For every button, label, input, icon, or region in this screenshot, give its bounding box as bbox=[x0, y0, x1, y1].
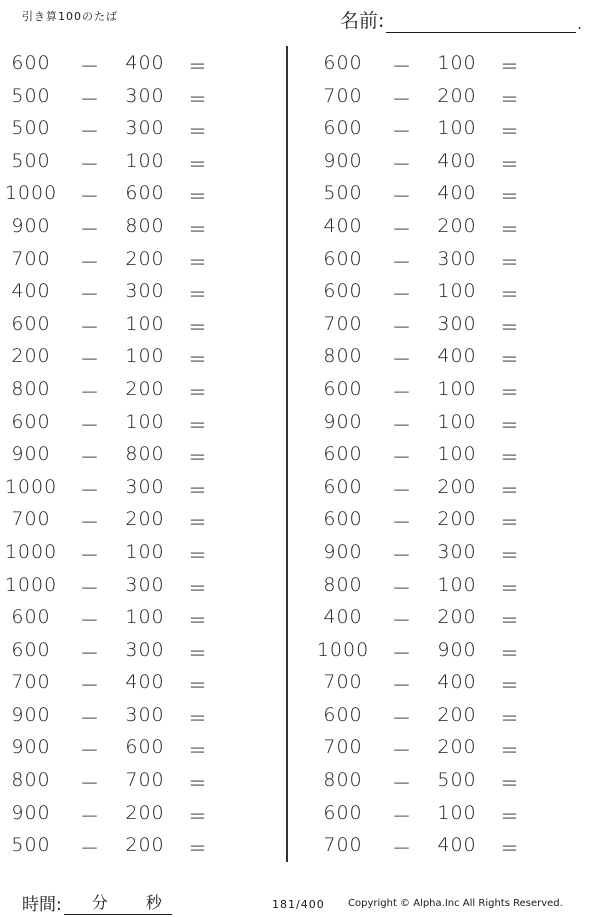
equals-sign: ＝ bbox=[500, 577, 521, 600]
time-label: 時間: bbox=[22, 895, 62, 915]
subtrahend: 200 bbox=[437, 736, 477, 759]
minuend: 1000 bbox=[4, 540, 58, 563]
problem-row bbox=[0, 407, 280, 440]
equals-sign: ＝ bbox=[500, 153, 521, 176]
equals-sign: ＝ bbox=[188, 251, 209, 274]
minus-sign: － bbox=[80, 349, 101, 372]
subtrahend: 400 bbox=[125, 52, 165, 74]
equals-sign: ＝ bbox=[500, 610, 521, 633]
minus-sign: － bbox=[80, 251, 101, 274]
subtrahend: 300 bbox=[125, 475, 165, 498]
minus-sign: － bbox=[392, 675, 413, 698]
subtrahend: 100 bbox=[125, 149, 165, 172]
problem-row bbox=[0, 276, 280, 309]
minuend: 800 bbox=[323, 573, 363, 596]
minutes-label: 分 bbox=[91, 893, 108, 912]
subtrahend: 400 bbox=[437, 671, 477, 694]
equals-sign: ＝ bbox=[500, 414, 521, 437]
equals-sign: ＝ bbox=[188, 675, 209, 698]
equals-sign: ＝ bbox=[188, 447, 209, 470]
minus-sign: － bbox=[80, 610, 101, 633]
subtrahend: 200 bbox=[437, 703, 477, 726]
minus-sign: － bbox=[392, 838, 413, 861]
subtrahend: 300 bbox=[125, 638, 165, 661]
minus-sign: － bbox=[392, 284, 413, 307]
minuend: 500 bbox=[323, 182, 363, 205]
minus-sign: － bbox=[80, 56, 101, 78]
problem-row bbox=[0, 48, 280, 81]
minuend: 600 bbox=[323, 247, 363, 270]
minus-sign: － bbox=[80, 773, 101, 796]
minus-sign: － bbox=[392, 544, 413, 567]
subtrahend: 200 bbox=[437, 475, 477, 498]
minuend: 500 bbox=[11, 117, 51, 140]
equals-sign: ＝ bbox=[188, 577, 209, 600]
problem-row bbox=[0, 472, 280, 505]
minuend: 700 bbox=[11, 247, 51, 270]
problem-column-right bbox=[312, 48, 592, 863]
minus-sign: － bbox=[80, 186, 101, 209]
equals-sign: ＝ bbox=[500, 56, 521, 78]
equals-sign: ＝ bbox=[188, 642, 209, 665]
minus-sign: － bbox=[392, 121, 413, 144]
minuend: 1000 bbox=[316, 638, 370, 661]
minuend: 900 bbox=[11, 801, 51, 824]
equals-sign: ＝ bbox=[188, 414, 209, 437]
subtrahend: 100 bbox=[125, 345, 165, 368]
subtrahend: 300 bbox=[437, 247, 477, 270]
name-label: 名前: bbox=[340, 10, 385, 32]
equals-sign: ＝ bbox=[500, 642, 521, 665]
problem-row bbox=[312, 48, 592, 81]
subtrahend: 300 bbox=[125, 573, 165, 596]
problem-row bbox=[0, 602, 280, 635]
subtrahend: 400 bbox=[125, 671, 165, 694]
minuend: 900 bbox=[323, 149, 363, 172]
equals-sign: ＝ bbox=[500, 805, 521, 828]
subtrahend: 300 bbox=[437, 540, 477, 563]
minus-sign: － bbox=[392, 740, 413, 763]
minus-sign: － bbox=[80, 707, 101, 730]
minuend: 1000 bbox=[4, 182, 58, 205]
minus-sign: － bbox=[392, 773, 413, 796]
minuend: 700 bbox=[11, 671, 51, 694]
equals-sign: ＝ bbox=[188, 284, 209, 307]
equals-sign: ＝ bbox=[188, 88, 209, 111]
minus-sign: － bbox=[392, 251, 413, 274]
problem-row bbox=[0, 309, 280, 342]
minuend: 700 bbox=[323, 671, 363, 694]
minus-sign: － bbox=[392, 805, 413, 828]
minus-sign: － bbox=[392, 577, 413, 600]
subtrahend: 300 bbox=[125, 117, 165, 140]
minus-sign: － bbox=[80, 544, 101, 567]
subtrahend: 200 bbox=[125, 508, 165, 531]
minuend: 700 bbox=[323, 834, 363, 857]
equals-sign: ＝ bbox=[188, 838, 209, 861]
minuend: 900 bbox=[323, 540, 363, 563]
minus-sign: － bbox=[80, 316, 101, 339]
minuend: 1000 bbox=[4, 475, 58, 498]
minus-sign: － bbox=[80, 740, 101, 763]
minus-sign: － bbox=[392, 88, 413, 111]
minus-sign: － bbox=[392, 479, 413, 502]
minus-sign: － bbox=[392, 218, 413, 241]
equals-sign: ＝ bbox=[500, 88, 521, 111]
subtrahend: 100 bbox=[437, 443, 477, 466]
name-dot: . bbox=[577, 17, 582, 33]
minus-sign: － bbox=[392, 414, 413, 437]
subtrahend: 300 bbox=[125, 280, 165, 303]
subtrahend: 200 bbox=[125, 247, 165, 270]
subtrahend: 400 bbox=[437, 834, 477, 857]
minus-sign: － bbox=[80, 675, 101, 698]
minuend: 400 bbox=[323, 214, 363, 237]
subtrahend: 100 bbox=[125, 410, 165, 433]
problem-row bbox=[0, 211, 280, 244]
problem-row bbox=[0, 178, 280, 211]
minuend: 600 bbox=[11, 606, 51, 629]
equals-sign: ＝ bbox=[500, 251, 521, 274]
minus-sign: － bbox=[392, 381, 413, 404]
subtrahend: 300 bbox=[125, 84, 165, 107]
equals-sign: ＝ bbox=[188, 56, 209, 78]
minuend: 700 bbox=[323, 736, 363, 759]
minuend: 700 bbox=[11, 508, 51, 531]
equals-sign: ＝ bbox=[188, 218, 209, 241]
problem-row bbox=[312, 667, 592, 700]
problem-row bbox=[0, 798, 280, 831]
subtrahend: 700 bbox=[125, 769, 165, 792]
minus-sign: － bbox=[80, 838, 101, 861]
problem-row bbox=[0, 537, 280, 570]
equals-sign: ＝ bbox=[500, 316, 521, 339]
minus-sign: － bbox=[392, 349, 413, 372]
name-field bbox=[340, 6, 582, 33]
minuend: 600 bbox=[323, 703, 363, 726]
minus-sign: － bbox=[392, 447, 413, 470]
subtrahend: 900 bbox=[437, 638, 477, 661]
seconds-label: 秒 bbox=[145, 893, 162, 912]
minuend: 600 bbox=[323, 801, 363, 824]
equals-sign: ＝ bbox=[188, 316, 209, 339]
problem-row bbox=[312, 635, 592, 668]
equals-sign: ＝ bbox=[188, 610, 209, 633]
minuend: 600 bbox=[323, 475, 363, 498]
problem-row bbox=[312, 146, 592, 179]
page-number: 181/400 bbox=[272, 898, 325, 911]
subtrahend: 200 bbox=[437, 84, 477, 107]
problem-row bbox=[0, 439, 280, 472]
equals-sign: ＝ bbox=[500, 773, 521, 796]
equals-sign: ＝ bbox=[500, 740, 521, 763]
minus-sign: － bbox=[80, 414, 101, 437]
equals-sign: ＝ bbox=[500, 284, 521, 307]
problem-row bbox=[0, 570, 280, 603]
problem-row bbox=[0, 504, 280, 537]
problem-row bbox=[0, 81, 280, 114]
minus-sign: － bbox=[392, 316, 413, 339]
problem-row bbox=[0, 765, 280, 798]
minuend: 900 bbox=[11, 214, 51, 237]
equals-sign: ＝ bbox=[500, 447, 521, 470]
problem-row bbox=[312, 700, 592, 733]
minuend: 500 bbox=[11, 834, 51, 857]
minuend: 700 bbox=[323, 312, 363, 335]
minus-sign: － bbox=[392, 186, 413, 209]
subtrahend: 100 bbox=[437, 117, 477, 140]
minus-sign: － bbox=[80, 88, 101, 111]
equals-sign: ＝ bbox=[500, 121, 521, 144]
problem-row bbox=[312, 276, 592, 309]
problem-row bbox=[312, 765, 592, 798]
problem-row bbox=[312, 309, 592, 342]
equals-sign: ＝ bbox=[188, 544, 209, 567]
problem-row bbox=[312, 830, 592, 863]
subtrahend: 100 bbox=[437, 52, 477, 74]
equals-sign: ＝ bbox=[188, 805, 209, 828]
minuend: 600 bbox=[11, 638, 51, 661]
minus-sign: － bbox=[80, 218, 101, 241]
equals-sign: ＝ bbox=[500, 349, 521, 372]
minuend: 500 bbox=[11, 149, 51, 172]
subtrahend: 100 bbox=[437, 573, 477, 596]
subtrahend: 200 bbox=[125, 801, 165, 824]
problem-row bbox=[0, 700, 280, 733]
subtrahend: 100 bbox=[125, 312, 165, 335]
minuend: 900 bbox=[11, 736, 51, 759]
minus-sign: － bbox=[80, 479, 101, 502]
minuend: 600 bbox=[323, 280, 363, 303]
minuend: 900 bbox=[11, 443, 51, 466]
equals-sign: ＝ bbox=[500, 675, 521, 698]
subtrahend: 600 bbox=[125, 182, 165, 205]
equals-sign: ＝ bbox=[500, 512, 521, 535]
subtrahend: 100 bbox=[437, 280, 477, 303]
subtrahend: 400 bbox=[437, 149, 477, 172]
problem-row bbox=[0, 113, 280, 146]
minus-sign: － bbox=[80, 121, 101, 144]
subtrahend: 200 bbox=[125, 834, 165, 857]
problem-row bbox=[0, 732, 280, 765]
problem-row bbox=[312, 211, 592, 244]
problem-row bbox=[312, 81, 592, 114]
problem-row bbox=[312, 472, 592, 505]
time-blank-line bbox=[64, 894, 172, 915]
minus-sign: － bbox=[392, 512, 413, 535]
subtrahend: 200 bbox=[125, 377, 165, 400]
minuend: 800 bbox=[323, 345, 363, 368]
minus-sign: － bbox=[80, 381, 101, 404]
column-divider bbox=[286, 46, 288, 862]
problem-row bbox=[0, 341, 280, 374]
minuend: 800 bbox=[11, 377, 51, 400]
equals-sign: ＝ bbox=[500, 707, 521, 730]
subtrahend: 400 bbox=[437, 182, 477, 205]
minus-sign: － bbox=[392, 153, 413, 176]
minuend: 600 bbox=[323, 377, 363, 400]
subtrahend: 100 bbox=[437, 801, 477, 824]
minuend: 400 bbox=[323, 606, 363, 629]
subtrahend: 300 bbox=[437, 312, 477, 335]
subtrahend: 500 bbox=[437, 769, 477, 792]
problem-row bbox=[312, 732, 592, 765]
subtrahend: 300 bbox=[125, 703, 165, 726]
minus-sign: － bbox=[392, 707, 413, 730]
equals-sign: ＝ bbox=[188, 512, 209, 535]
subtrahend: 800 bbox=[125, 443, 165, 466]
copyright-text: Copyright © Alpha.Inc All Rights Reserved. bbox=[348, 898, 563, 909]
minuend: 600 bbox=[11, 312, 51, 335]
time-field bbox=[22, 890, 172, 915]
equals-sign: ＝ bbox=[188, 773, 209, 796]
subtrahend: 100 bbox=[437, 377, 477, 400]
minuend: 600 bbox=[323, 52, 363, 74]
problem-row bbox=[312, 798, 592, 831]
minuend: 500 bbox=[11, 84, 51, 107]
problem-row bbox=[312, 407, 592, 440]
subtrahend: 400 bbox=[437, 345, 477, 368]
problem-row bbox=[312, 113, 592, 146]
equals-sign: ＝ bbox=[500, 186, 521, 209]
problem-row bbox=[312, 504, 592, 537]
minus-sign: － bbox=[80, 805, 101, 828]
subtrahend: 600 bbox=[125, 736, 165, 759]
minus-sign: － bbox=[80, 512, 101, 535]
problem-row bbox=[0, 667, 280, 700]
minus-sign: － bbox=[392, 610, 413, 633]
minuend: 800 bbox=[11, 769, 51, 792]
problem-row bbox=[312, 244, 592, 277]
subtrahend: 100 bbox=[437, 410, 477, 433]
subtrahend: 800 bbox=[125, 214, 165, 237]
minuend: 600 bbox=[323, 508, 363, 531]
problem-row bbox=[312, 570, 592, 603]
equals-sign: ＝ bbox=[500, 544, 521, 567]
minus-sign: － bbox=[80, 447, 101, 470]
equals-sign: ＝ bbox=[188, 349, 209, 372]
minuend: 1000 bbox=[4, 573, 58, 596]
problem-row bbox=[312, 374, 592, 407]
minuend: 900 bbox=[11, 703, 51, 726]
subtrahend: 100 bbox=[125, 540, 165, 563]
problem-row bbox=[312, 341, 592, 374]
subtrahend: 200 bbox=[437, 214, 477, 237]
equals-sign: ＝ bbox=[188, 186, 209, 209]
equals-sign: ＝ bbox=[500, 838, 521, 861]
minuend: 800 bbox=[323, 769, 363, 792]
minus-sign: － bbox=[392, 642, 413, 665]
minuend: 600 bbox=[11, 52, 51, 74]
equals-sign: ＝ bbox=[188, 381, 209, 404]
problem-row bbox=[0, 374, 280, 407]
name-blank-line bbox=[386, 12, 576, 33]
minuend: 700 bbox=[323, 84, 363, 107]
minuend: 900 bbox=[323, 410, 363, 433]
equals-sign: ＝ bbox=[188, 479, 209, 502]
equals-sign: ＝ bbox=[188, 121, 209, 144]
problem-row bbox=[312, 602, 592, 635]
minuend: 600 bbox=[323, 443, 363, 466]
problem-row bbox=[0, 244, 280, 277]
subtrahend: 100 bbox=[125, 606, 165, 629]
equals-sign: ＝ bbox=[500, 218, 521, 241]
equals-sign: ＝ bbox=[500, 381, 521, 404]
minus-sign: － bbox=[80, 577, 101, 600]
problem-row bbox=[312, 178, 592, 211]
minuend: 200 bbox=[11, 345, 51, 368]
minus-sign: － bbox=[392, 56, 413, 78]
subtrahend: 200 bbox=[437, 606, 477, 629]
problem-row bbox=[0, 830, 280, 863]
problem-row bbox=[0, 635, 280, 668]
problem-column-left bbox=[0, 48, 280, 863]
problem-row bbox=[0, 146, 280, 179]
problem-row bbox=[312, 537, 592, 570]
subtrahend: 200 bbox=[437, 508, 477, 531]
minuend: 400 bbox=[11, 280, 51, 303]
worksheet-title: 引き算100のたば bbox=[22, 10, 118, 23]
minuend: 600 bbox=[11, 410, 51, 433]
minus-sign: － bbox=[80, 153, 101, 176]
minus-sign: － bbox=[80, 642, 101, 665]
equals-sign: ＝ bbox=[188, 153, 209, 176]
problem-row bbox=[312, 439, 592, 472]
equals-sign: ＝ bbox=[188, 740, 209, 763]
equals-sign: ＝ bbox=[188, 707, 209, 730]
minuend: 600 bbox=[323, 117, 363, 140]
minus-sign: － bbox=[80, 284, 101, 307]
equals-sign: ＝ bbox=[500, 479, 521, 502]
